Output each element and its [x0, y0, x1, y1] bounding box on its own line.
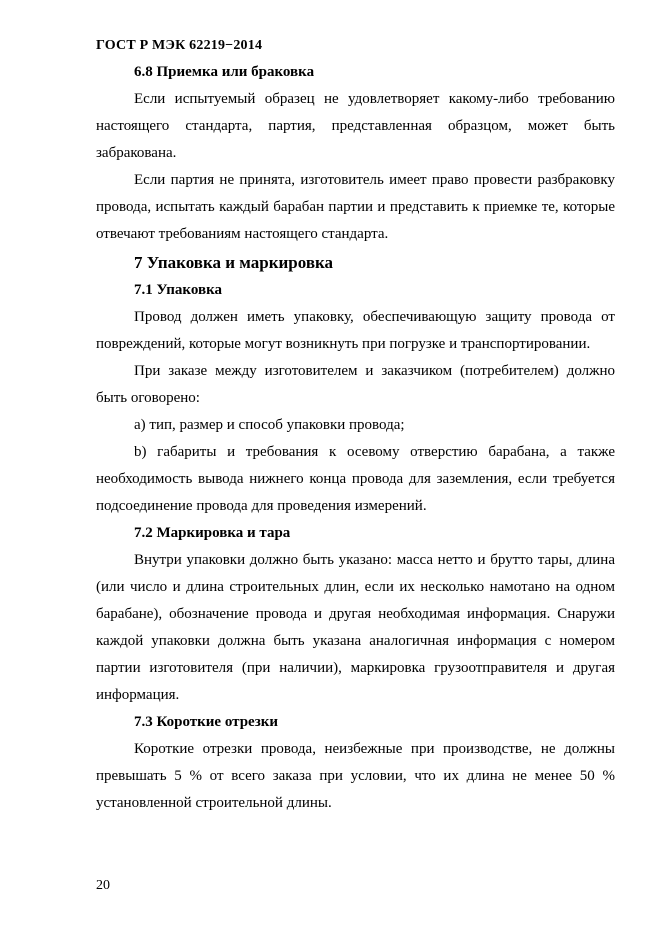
list-item: b) габариты и требования к осевому отверстию барабана, а также необходимость вывода нижнего конца провода для заземления, если требуется подсоединение провода для проведения измерений. [96, 444, 615, 514]
page-number: 20 [96, 878, 110, 893]
document-body [96, 59, 615, 817]
section-heading-7-2: 7.2 Маркировка и тара [134, 525, 291, 541]
section-heading-7: 7 Упаковка и маркировка [134, 253, 334, 272]
section-heading-7-3: 7.3 Короткие отрезки [134, 714, 279, 730]
list-item: a) тип, размер и способ упаковки провода; [134, 417, 405, 433]
document-page [96, 0, 615, 935]
paragraph: Внутри упаковки должно быть указано: масса нетто и брутто тары, длина (или число и длина строительных длин, если их несколько намотано на одном барабане), обозначение провода и другая необходимая информация. Снаружи каждой упаковки должна быть указана аналогичная информация с номером партии изготовителя (при наличии), маркировка грузоотправителя и другая информация. [96, 552, 615, 703]
paragraph: Если партия не принята, изготовитель имеет право провести разбраковку провода, испытать каждый барабан партии и представить к приемке те, которые отвечают требованиям настоящего стандарта. [96, 172, 615, 242]
paragraph: Короткие отрезки провода, неизбежные при производстве, не должны превышать 5 % от всего заказа при условии, что их длина не менее 50 % установленной строительной длины. [96, 741, 615, 811]
paragraph: Если испытуемый образец не удовлетворяет какому-либо требованию настоящего стандарта, партия, представленная образцом, может быть забракована. [96, 91, 615, 161]
section-heading-7-1: 7.1 Упаковка [134, 282, 223, 298]
paragraph: Провод должен иметь упаковку, обеспечивающую защиту провода от повреждений, которые могут возникнуть при погрузке и транспортировании. [96, 309, 615, 352]
standard-header: ГОСТ Р МЭК 62219−2014 [96, 38, 263, 53]
section-heading-6-8: 6.8 Приемка или браковка [134, 64, 315, 80]
paragraph: При заказе между изготовителем и заказчиком (потребителем) должно быть оговорено: [96, 363, 615, 406]
